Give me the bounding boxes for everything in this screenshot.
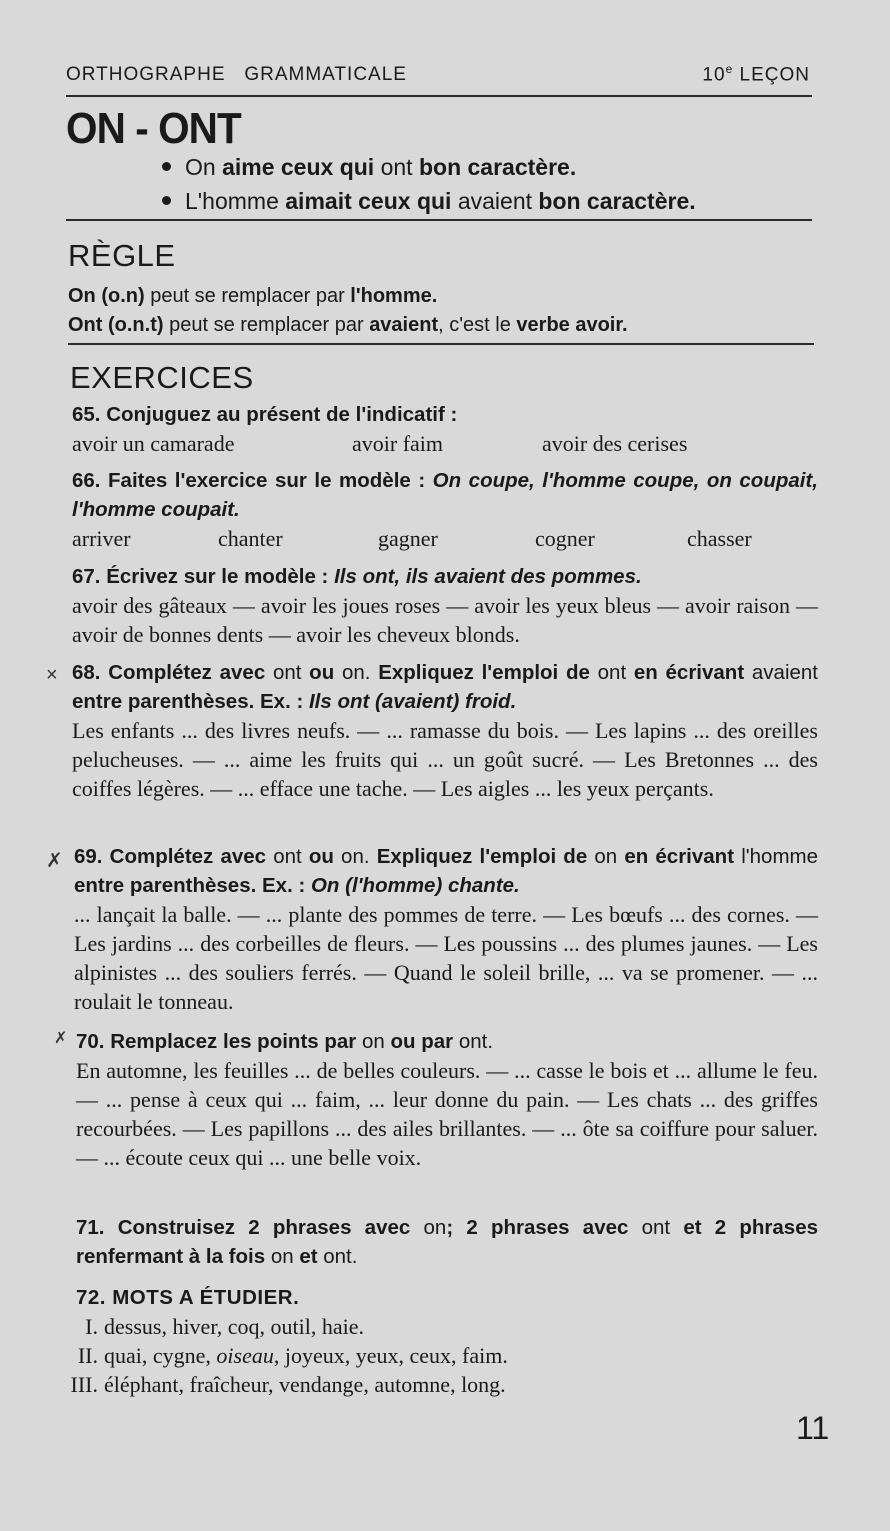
exercise-instruction: 67. Écrivez sur le modèle : Ils ont, ils avaient des pommes. [72, 565, 642, 588]
regle-rule [68, 343, 814, 345]
page-number: 11 [796, 1410, 830, 1446]
exercise-65 [72, 400, 818, 458]
exercise-text: En automne, les feuilles ... de belles couleurs. — ... casse le bois et ... allume le feu. — ... pense à ceux qui ... faim, ... leur donne du pain. — Les chats ... des griffes recourbées. — Les papillons ... des ailes brillantes. — ... ôte sa coiffure pour saluer. — ... écoute ceux qui ... une belle voix. [76, 1058, 818, 1170]
check-mark-icon: ✗ [54, 1030, 68, 1047]
page-header [66, 62, 810, 86]
list-item: I. dessus, hiver, coq, outil, haie. [85, 1314, 365, 1339]
exercise-instruction: 65. Conjuguez au présent de l'indicatif : [72, 403, 458, 426]
exercise-text: avoir des gâteaux — avoir les joues roses — avoir les yeux bleus — avoir raison — avoir de bonnes dents — avoir les cheveux blonds. [72, 593, 818, 647]
regle-text [68, 282, 812, 340]
exercise-items: arriver chanter gagner cogner chasser [72, 526, 752, 551]
exercise-items: avoir un camarade avoir faim avoir des cerises [72, 431, 688, 456]
list-item: II. quai, cygne, oiseau, joyeux, yeux, ceux, faim. [77, 1343, 508, 1368]
exercise-71 [76, 1213, 818, 1271]
exercise-instruction: 72. MOTS A ÉTUDIER. [76, 1286, 300, 1309]
lesson-title: ON - ONT [66, 104, 241, 153]
exercise-72 [70, 1283, 822, 1399]
list-item: III. éléphant, fraîcheur, vendange, automne, long. [70, 1372, 506, 1397]
exercise-66 [72, 466, 818, 553]
exercise-instruction: 69. Complétez avec ont ou on. Expliquez l'emploi de on en écrivant l'homme entre parenthèses. Ex. : On (l'homme) chante. [74, 845, 819, 897]
title-rule [66, 219, 812, 221]
regle-line: Ont (o.n.t) peut se remplacer par avaient, c'est le verbe avoir. [68, 314, 628, 336]
example-sentences [162, 150, 696, 218]
exercise-text: ... lançait la balle. — ... plante des pommes de terre. — Les bœufs ... des cornes. — Les jardins ... des corbeilles de fleurs. — Les poussins ... des plumes jaunes. — Les alpinistes ... des souliers ferrés. — Quand le soleil brille, ... va se promener. — ... roulait le tonneau. [74, 902, 818, 1014]
check-mark-icon: ✗ [46, 850, 63, 872]
exercices-heading: EXERCICES [70, 360, 254, 395]
example-sentence: L'homme aimait ceux qui avaient bon caractère. [162, 184, 696, 218]
exercise-67 [72, 562, 818, 649]
word-list [52, 1312, 822, 1399]
example-sentence: On aime ceux qui ont bon caractère. [162, 150, 696, 184]
exercise-68 [72, 658, 818, 803]
exercise-instruction: 71. Construisez 2 phrases avec on; 2 phrases avec ont et 2 phrases renfermant à la fois on et ont. [76, 1216, 818, 1268]
exercise-70 [76, 1027, 818, 1172]
exercise-69 [74, 842, 818, 1016]
bullet-icon [162, 162, 171, 171]
exercise-text: Les enfants ... des livres neufs. — ... ramasse du bois. — Les lapins ... des oreilles pelucheuses. — ... aime les fruits qui ... un goût sucré. — Les Bretonnes ... des coiffes légères. — ... efface une tache. — Les aigles ... les yeux perçants. [72, 718, 818, 801]
exercise-instruction: 70. Remplacez les points par on ou par ont. [76, 1030, 494, 1053]
regle-heading: RÈGLE [68, 238, 176, 273]
header-rule [66, 95, 812, 97]
subject-label: ORTHOGRAPHE GRAMMATICALE [66, 64, 407, 86]
exercise-instruction: 68. Complétez avec ont ou on. Expliquez l'emploi de ont en écrivant avaient entre parenthèses. Ex. : Ils ont (avaient) froid. [72, 661, 818, 713]
exercise-instruction: 66. Faites l'exercice sur le modèle : On coupe, l'homme coupe, on coupait, l'homme coupait. [72, 469, 818, 521]
check-mark-icon: × [46, 664, 58, 686]
lesson-label: 10e LEÇON [702, 62, 810, 86]
bullet-icon [162, 196, 171, 205]
regle-line: On (o.n) peut se remplacer par l'homme. [68, 285, 438, 307]
